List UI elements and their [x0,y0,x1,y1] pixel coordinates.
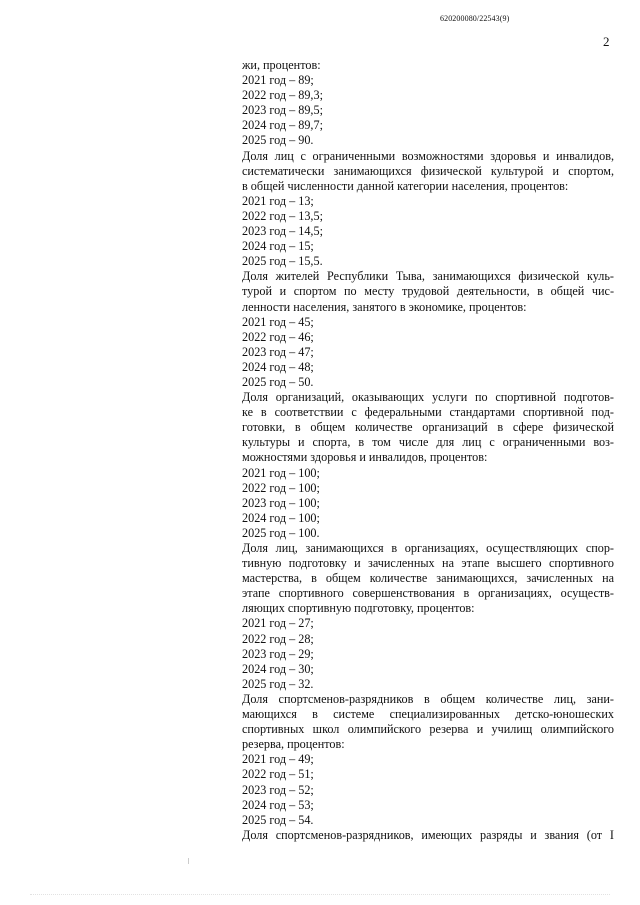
indicator-description-line: систематически занимающихся физической культурой и спортом, [242,163,614,178]
year-value-line: 2022 год – 89,3; [242,88,323,103]
indicator-description-line: Доля лиц, занимающихся в организациях, осуществляющих спор- [242,541,614,555]
indicator-description-line: этапе спортивного совершенствования в организациях, осуществ- [242,586,614,601]
indicator-description-line: Доля организаций, оказывающих услуги по спортивной подготов- [242,390,614,405]
indicator-description-line: резерва, процентов: [242,737,345,752]
year-value-line: 2024 год – 100; [242,510,320,525]
year-value-line: 2022 год – 28; [242,631,314,646]
indicator-description-line: Доля лиц с ограниченными возможностями здоровья и инвалидов, [242,148,614,163]
indicator-description-line: ляющих спортивную подготовку, процентов: [242,601,475,616]
indicator-description-line: мающихся в системе специализированных детско-юношеских [242,707,614,722]
indicator-description-line: Доля спортсменов-разрядников в общем количестве лиц, зани- [242,691,614,706]
continuation-line: жи, процентов: [242,58,321,72]
indicator-description-line: спортивных школ олимпийского резерва и училищ олимпийского [242,722,614,737]
scan-bottom-edge [30,894,610,899]
indicator-description-line: мастерства, в общем количестве занимающихся, зачисленных на [242,571,614,586]
year-value-line: 2023 год – 14,5; [242,224,323,239]
year-value-line: 2022 год – 46; [242,329,314,344]
document-body [242,58,614,843]
indicator-description-line: ке в соответствии с федеральными стандартами спортивной под- [242,405,614,420]
year-value-line: 2024 год – 30; [242,661,314,676]
year-value-line: 2024 год – 89,7; [242,118,323,133]
year-value-line: 2023 год – 47; [242,344,314,359]
year-value-line: 2023 год – 52; [242,782,314,797]
indicator-description-line: готовки, в общем количестве организаций в сфере физической [242,420,614,435]
indicator-description-line: можностями здоровья и инвалидов, процентов: [242,450,488,465]
year-value-line: 2024 год – 53; [242,797,314,812]
indicator-block [242,58,614,149]
year-value-line: 2025 год – 15,5. [242,254,323,269]
year-value-line: 2022 год – 13,5; [242,208,323,223]
indicator-block [242,692,614,828]
indicator-description-line: Доля спортсменов-разрядников, имеющих разряды и звания (от I [242,827,614,842]
indicator-description-line: культуры и спорта, в том числе для лиц с ограниченными воз- [242,435,614,450]
year-value-line: 2023 год – 29; [242,646,314,661]
document-code: 620200080/22543(9) [440,14,510,23]
indicator-block [242,390,614,541]
year-value-line: 2024 год – 48; [242,359,314,374]
indicator-block [242,541,614,692]
indicator-block [242,828,614,843]
indicator-description-line: тивную подготовку и зачисленных на этапе высшего спортивного [242,556,614,571]
year-value-line: 2021 год – 45; [242,314,314,329]
year-value-line: 2021 год – 13; [242,193,314,208]
year-value-line: 2023 год – 100; [242,495,320,510]
year-value-line: 2021 год – 49; [242,752,314,767]
indicator-description-line: в общей численности данной категории населения, процентов: [242,178,569,193]
year-value-line: 2025 год – 90. [242,133,314,148]
year-value-line: 2025 год – 32. [242,676,314,691]
scan-artifact-mark [188,858,189,864]
page-number: 2 [603,34,610,49]
indicator-description-line: турой и спортом по месту трудовой деятельности, в общей чис- [242,284,614,299]
year-value-line: 2025 год – 100. [242,525,320,540]
indicator-description-line: ленности населения, занятого в экономике, процентов: [242,299,527,314]
year-value-line: 2025 год – 50. [242,374,314,389]
year-value-line: 2022 год – 51; [242,767,314,782]
indicator-block [242,269,614,390]
year-value-line: 2021 год – 27; [242,616,314,631]
year-value-line: 2024 год – 15; [242,239,314,254]
year-value-line: 2025 год – 54. [242,812,314,827]
year-value-line: 2021 год – 100; [242,465,320,480]
indicator-block [242,149,614,270]
year-value-line: 2022 год – 100; [242,480,320,495]
year-value-line: 2021 год – 89; [242,73,314,88]
indicator-description-line: Доля жителей Республики Тыва, занимающихся физической куль- [242,269,614,284]
year-value-line: 2023 год – 89,5; [242,103,323,118]
